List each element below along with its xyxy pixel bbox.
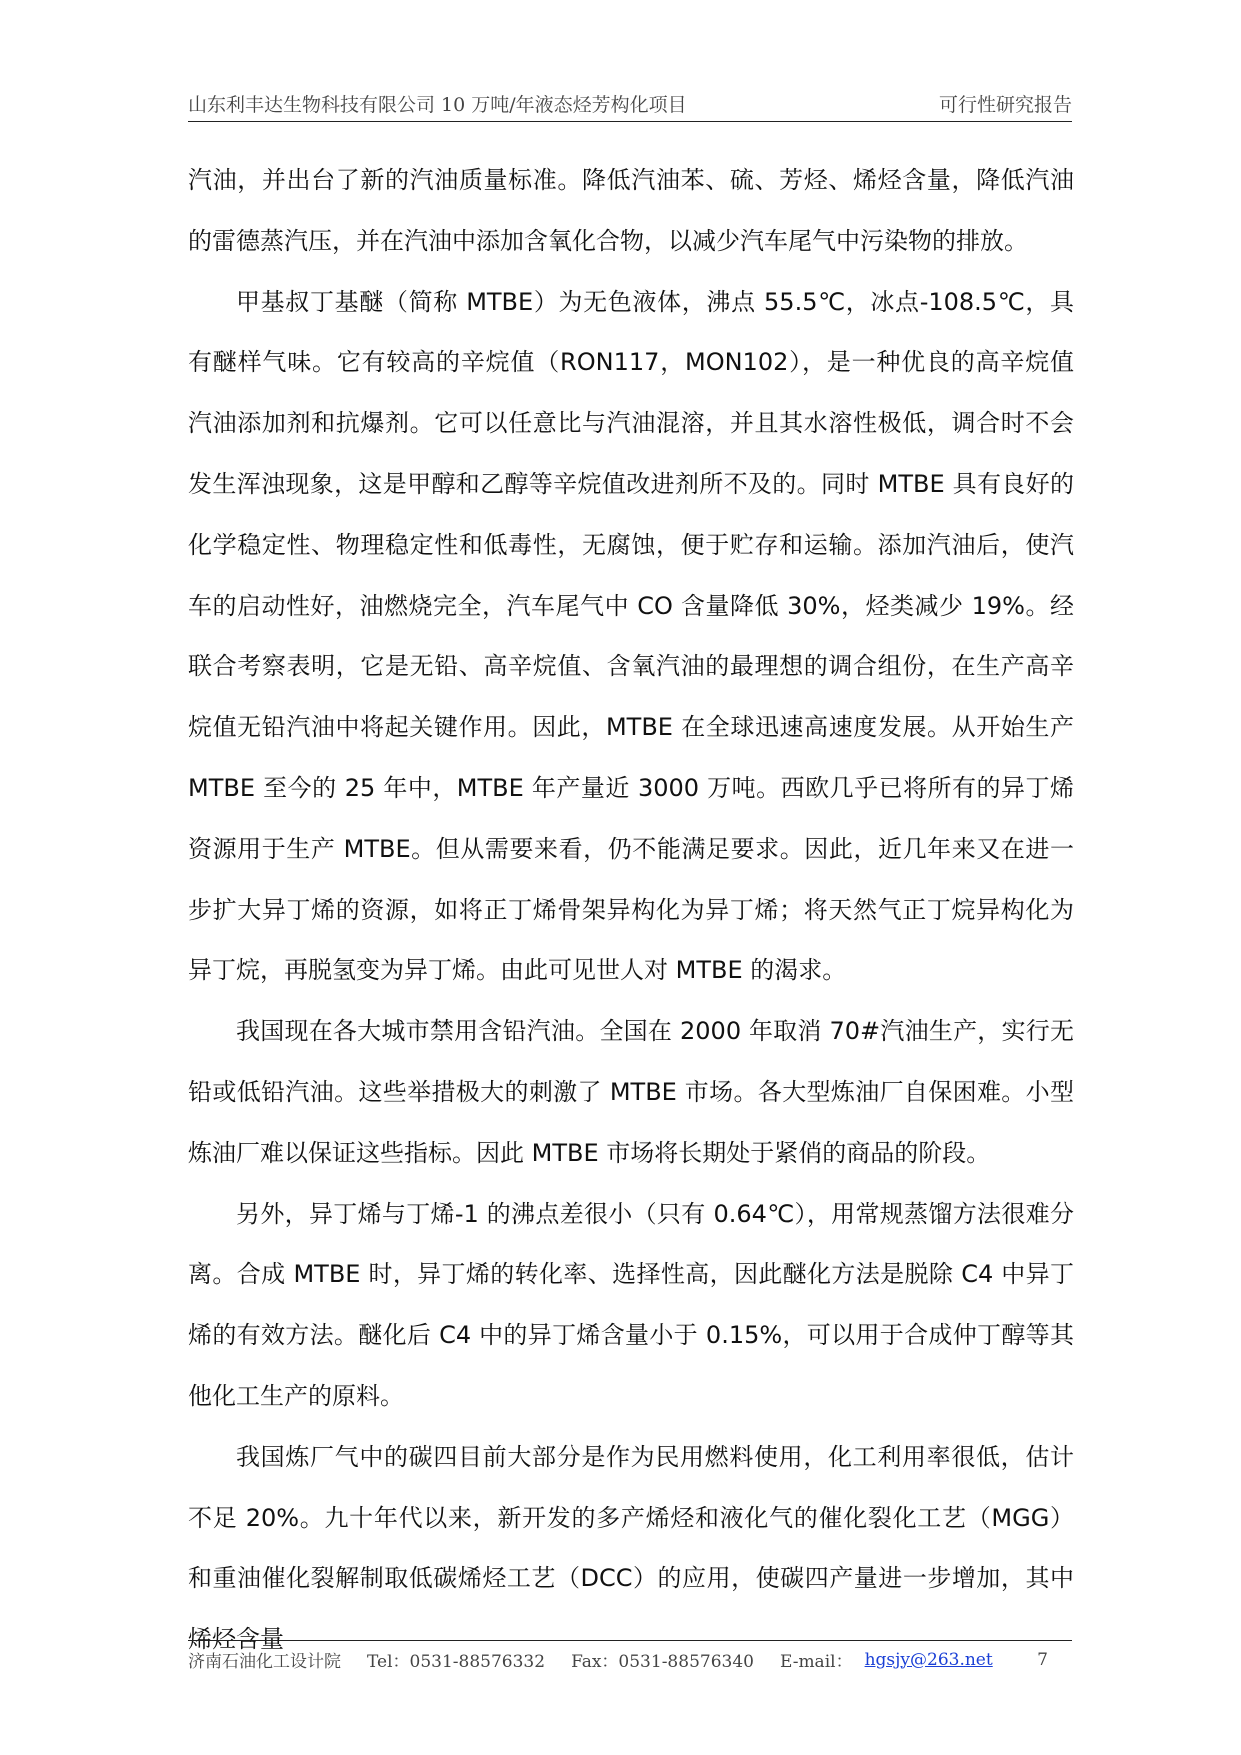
footer-organization: 济南石油化工设计院 <box>188 1652 341 1672</box>
page-footer <box>188 1640 1072 1672</box>
paragraph: 另外，异丁烯与丁烯-1 的沸点差很小（只有 0.64℃），用常规蒸馏方法很难分离。合成 MTBE 时，异丁烯的转化率、选择性高，因此醚化方法是脱除 C4 中异丁烯的有效方法。醚化后 C4 中的异丁烯含量小于 0.15%，可以用于合成仲丁醇等其他化工生产的原料。 <box>188 1199 1074 1410</box>
paragraph: 甲基叔丁基醚（简称 MTBE）为无色液体，沸点 55.5℃，冰点-108.5℃，具有醚样气味。它有较高的辛烷值（RON117，MON102），是一种优良的高辛烷值汽油添加剂和抗爆剂。它可以任意比与汽油混溶，并且其水溶性极低，调合时不会发生浑浊现象，这是甲醇和乙醇等辛烷值改进剂所不及的。同时 MTBE 具有良好的化学稳定性、物理稳定性和低毒性，无腐蚀，便于贮存和运输。添加汽油后，使汽车的启动性好，油燃烧完全，汽车尾气中 CO 含量降低 30%，烃类减少 19%。经联合考察表明，它是无铅、高辛烷值、含氧汽油的最理想的调合组份，在生产高辛烷值无铅汽油中将起关键作用。因此，MTBE 在全球迅速高速度发展。从开始生产 MTBE 至今的 25 年中，MTBE 年产量近 3000 万吨。西欧几乎已将所有的异丁烯资源用于生产 MTBE。但从需要来看，仍不能满足要求。因此，近几年来又在进一步扩大异丁烯的资源，如将正丁烯骨架异构化为异丁烯；将天然气正丁烷异构化为异丁烷，再脱氢变为异丁烯。由此可见世人对 MTBE 的渴求。 <box>188 287 1074 985</box>
page-header <box>188 86 1072 122</box>
paragraph: 汽油，并出台了新的汽油质量标准。降低汽油苯、硫、芳烃、烯烃含量，降低汽油的雷德蒸汽压，并在汽油中添加含氧化合物，以减少汽车尾气中污染物的排放。 <box>188 166 1074 255</box>
paragraph: 我国炼厂气中的碳四目前大部分是作为民用燃料使用，化工利用率很低，估计不足 20%。九十年代以来，新开发的多产烯烃和液化气的催化裂化工艺（MGG）和重油催化裂解制取低碳烯烃工艺（DCC）的应用，使碳四产量进一步增加，其中烯烃含量 <box>188 1442 1074 1654</box>
paragraph: 我国现在各大城市禁用含铅汽油。全国在 2000 年取消 70#汽油生产，实行无铅或低铅汽油。这些举措极大的刺激了 MTBE 市场。各大型炼油厂自保困难。小型炼油厂难以保证这些指标。因此 MTBE 市场将长期处于紧俏的商品的阶段。 <box>188 1017 1074 1167</box>
body-text <box>188 150 1074 1670</box>
footer-tel: Tel：0531-88576332 <box>367 1652 546 1672</box>
footer-email-link[interactable]: hgsjy@263.net <box>864 1649 993 1670</box>
header-project-title: 山东利丰达生物科技有限公司 10 万吨/年液态烃芳构化项目 <box>188 94 687 116</box>
footer-email-label: E-mail： <box>779 1652 853 1672</box>
header-report-type: 可行性研究报告 <box>938 94 1072 116</box>
page-number: 7 <box>1037 1649 1048 1670</box>
footer-fax: Fax：0531-88576340 <box>571 1652 754 1672</box>
